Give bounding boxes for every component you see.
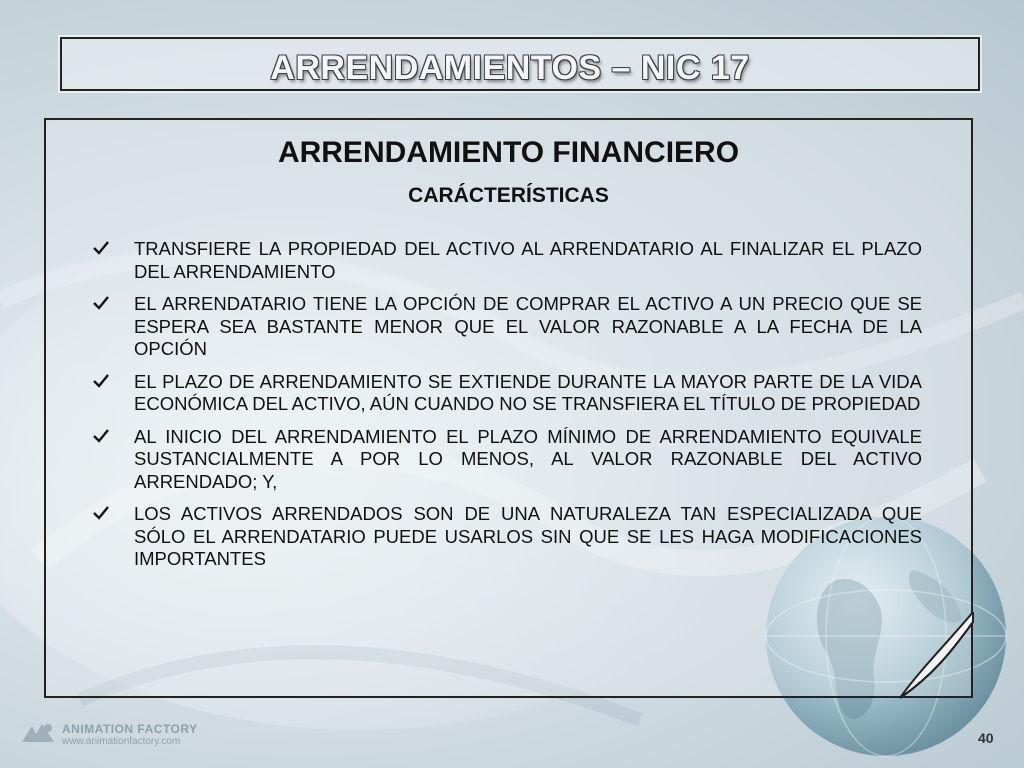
list-item bbox=[92, 238, 922, 283]
section-subheading: CARÁCTERÍSTICAS bbox=[408, 184, 609, 207]
list-item bbox=[92, 293, 922, 361]
list-item bbox=[92, 371, 922, 416]
characteristics-list bbox=[92, 238, 922, 581]
checkmark-icon bbox=[92, 294, 110, 312]
bullet-text: TRANSFIERE LA PROPIEDAD DEL ACTIVO AL ARRENDATARIO AL FINALIZAR EL PLAZO DEL ARRENDAMIENTO bbox=[134, 238, 922, 282]
checkmark-icon bbox=[92, 427, 110, 445]
bullet-text: AL INICIO DEL ARRENDAMIENTO EL PLAZO MÍNIMO DE ARRENDAMIENTO EQUIVALE SUSTANCIALMENTE A POR LO MENOS, AL VALOR RAZONABLE DEL ACTIVO ARRENDADO; Y, bbox=[134, 425, 922, 492]
logo-name: ANIMATION FACTORY bbox=[62, 722, 198, 736]
bullet-text: EL PLAZO DE ARRENDAMIENTO SE EXTIENDE DURANTE LA MAYOR PARTE DE LA VIDA ECONÓMICA DEL ACTIVO, AÚN CUANDO NO SE TRANSFIERA EL TÍTULO DE PROPIEDAD bbox=[134, 370, 922, 414]
content-panel bbox=[44, 118, 973, 698]
list-item bbox=[92, 426, 922, 494]
section-heading: ARRENDAMIENTO FINANCIERO bbox=[277, 136, 740, 169]
list-item bbox=[92, 503, 922, 571]
bullet-text: EL ARRENDATARIO TIENE LA OPCIÓN DE COMPRAR EL ACTIVO A UN PRECIO QUE SE ESPERA SEA BASTANTE MENOR QUE EL VALOR RAZONABLE A LA FECHA DE LA OPCIÓN bbox=[134, 293, 922, 359]
title-banner bbox=[60, 37, 980, 91]
bullet-text: LOS ACTIVOS ARRENDADOS SON DE UNA NATURALEZA TAN ESPECIALIZADA QUE SÓLO EL ARRENDATARIO PUEDE USARLOS SIN QUE SE LES HAGA MODIFICACIONES IMPORTANTES bbox=[134, 503, 922, 569]
logo-mark-icon bbox=[18, 720, 58, 748]
checkmark-icon bbox=[92, 372, 110, 390]
checkmark-icon bbox=[92, 504, 110, 522]
page-curl-icon bbox=[898, 612, 974, 700]
logo-url: www.animationfactory.com bbox=[62, 736, 181, 747]
animation-factory-logo bbox=[18, 720, 198, 750]
checkmark-icon bbox=[92, 239, 110, 257]
slide-title: ARRENDAMIENTOS – NIC 17 bbox=[270, 49, 750, 87]
page-number: 40 bbox=[978, 730, 994, 746]
